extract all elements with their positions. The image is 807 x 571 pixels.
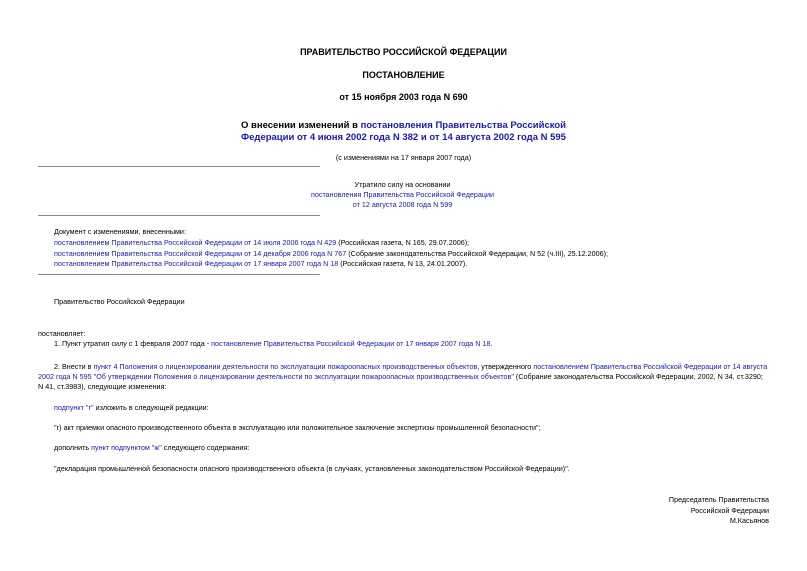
issuer-line: Правительство Российской Федерации	[54, 297, 185, 306]
divider	[38, 274, 320, 275]
document-type: ПОСТАНОВЛЕНИЕ	[362, 70, 445, 80]
signature-title: Председатель Правительства	[668, 495, 769, 504]
amendment-source: (Российская газета, N 165, 29.07.2006);	[336, 238, 470, 247]
amendment-item	[54, 238, 469, 248]
paragraph-2-source: (Собрание законодательства Российской Федерации, 2002, N 34, ст.3290;	[513, 372, 763, 381]
paragraph-2-text: 2. Внести в	[54, 362, 94, 371]
quote-2: "декларация промышленной безопасности опасного производственного объекта (в случаях, установленных законодательством Российской Федерации)".	[54, 464, 570, 473]
add-text: следующего содержания:	[161, 443, 250, 452]
amendment-item	[54, 249, 608, 259]
amendment-item	[54, 259, 467, 269]
paragraph-1	[54, 339, 492, 349]
repeal-link-line2[interactable]: от 12 августа 2008 года N 599	[352, 200, 453, 209]
repeal-link-line1[interactable]: постановления Правительства Российской Федерации	[310, 190, 495, 199]
document-title-line1	[0, 120, 807, 132]
repeal-note-line1: Утратило силу на основании	[354, 180, 451, 189]
add-instruction	[54, 443, 249, 453]
subitem-text: изложить в следующей редакции:	[93, 403, 209, 412]
add-text: дополнить	[54, 443, 92, 452]
paragraph-2-link-decree[interactable]: постановлением Правительства Российской Федерации от 14 августа	[533, 362, 768, 371]
subitem-instruction	[54, 403, 209, 413]
amendment-link[interactable]: постановлением Правительства Российской Федерации от 14 декабря 2006 года N 767	[54, 249, 347, 258]
title-link-part1[interactable]: постановления Правительства Российской	[360, 120, 566, 131]
paragraph-1-text: 1. Пункт утратил силу с 1 февраля 2007 года -	[54, 339, 212, 348]
paragraph-1-link[interactable]: постановление Правительства Российской Федерации от 17 января 2007 года N 18	[211, 339, 491, 348]
decrees-line: постановляет:	[38, 329, 86, 338]
paragraph-2-link-item4[interactable]: пункт 4 Положения о лицензировании деятельности по эксплуатации пожароопасных производственных объектов	[93, 362, 478, 371]
add-link[interactable]: пункт подпунктом "ж"	[91, 443, 162, 452]
document-date: от 15 ноября 2003 года N 690	[339, 92, 468, 102]
divider	[38, 215, 320, 216]
paragraph-2-line2	[38, 372, 763, 382]
government-name: ПРАВИТЕЛЬСТВО РОССИЙСКОЙ ФЕДЕРАЦИИ	[300, 47, 507, 57]
quote-1: "г) акт приемки опасного производственного объекта в эксплуатацию или положительное заключение экспертизы промышленной безопасности";	[54, 423, 541, 432]
amendment-link[interactable]: постановлением Правительства Российской Федерации от 14 июля 2006 года N 429	[54, 238, 337, 247]
signature-name: М.Касьянов	[729, 516, 769, 525]
signature-org: Российской Федерации	[690, 506, 769, 515]
paragraph-2-link-decree-cont[interactable]: 2002 года N 595 "Об утверждении Положения о лицензировании деятельности по эксплуатации пожароопасных производственных объектов"	[38, 372, 514, 381]
revision-note: (с изменениями на 17 января 2007 года)	[335, 153, 472, 162]
divider	[38, 166, 320, 167]
title-prefix: О внесении изменений в	[241, 120, 361, 131]
title-link-part2[interactable]: Федерации от 4 июня 2002 года N 382 и от 14 августа 2002 года N 595	[241, 132, 566, 143]
subitem-link[interactable]: подпункт "г"	[54, 403, 94, 412]
paragraph-2-text: , утвержденного	[477, 362, 534, 371]
amendments-heading: Документ с изменениями, внесенными:	[54, 227, 186, 236]
paragraph-2-line1	[54, 362, 767, 372]
paragraph-1-end: .	[490, 339, 493, 348]
amendment-link[interactable]: постановлением Правительства Российской Федерации от 17 января 2007 года N 18	[54, 259, 339, 268]
amendment-source: (Российская газета, N 13, 24.01.2007).	[338, 259, 468, 268]
amendment-source: (Собрание законодательства Российской Федерации, N 52 (ч.III), 25.12.2006);	[346, 249, 609, 258]
paragraph-2-line3: N 41, ст.3983), следующие изменения:	[38, 382, 167, 391]
